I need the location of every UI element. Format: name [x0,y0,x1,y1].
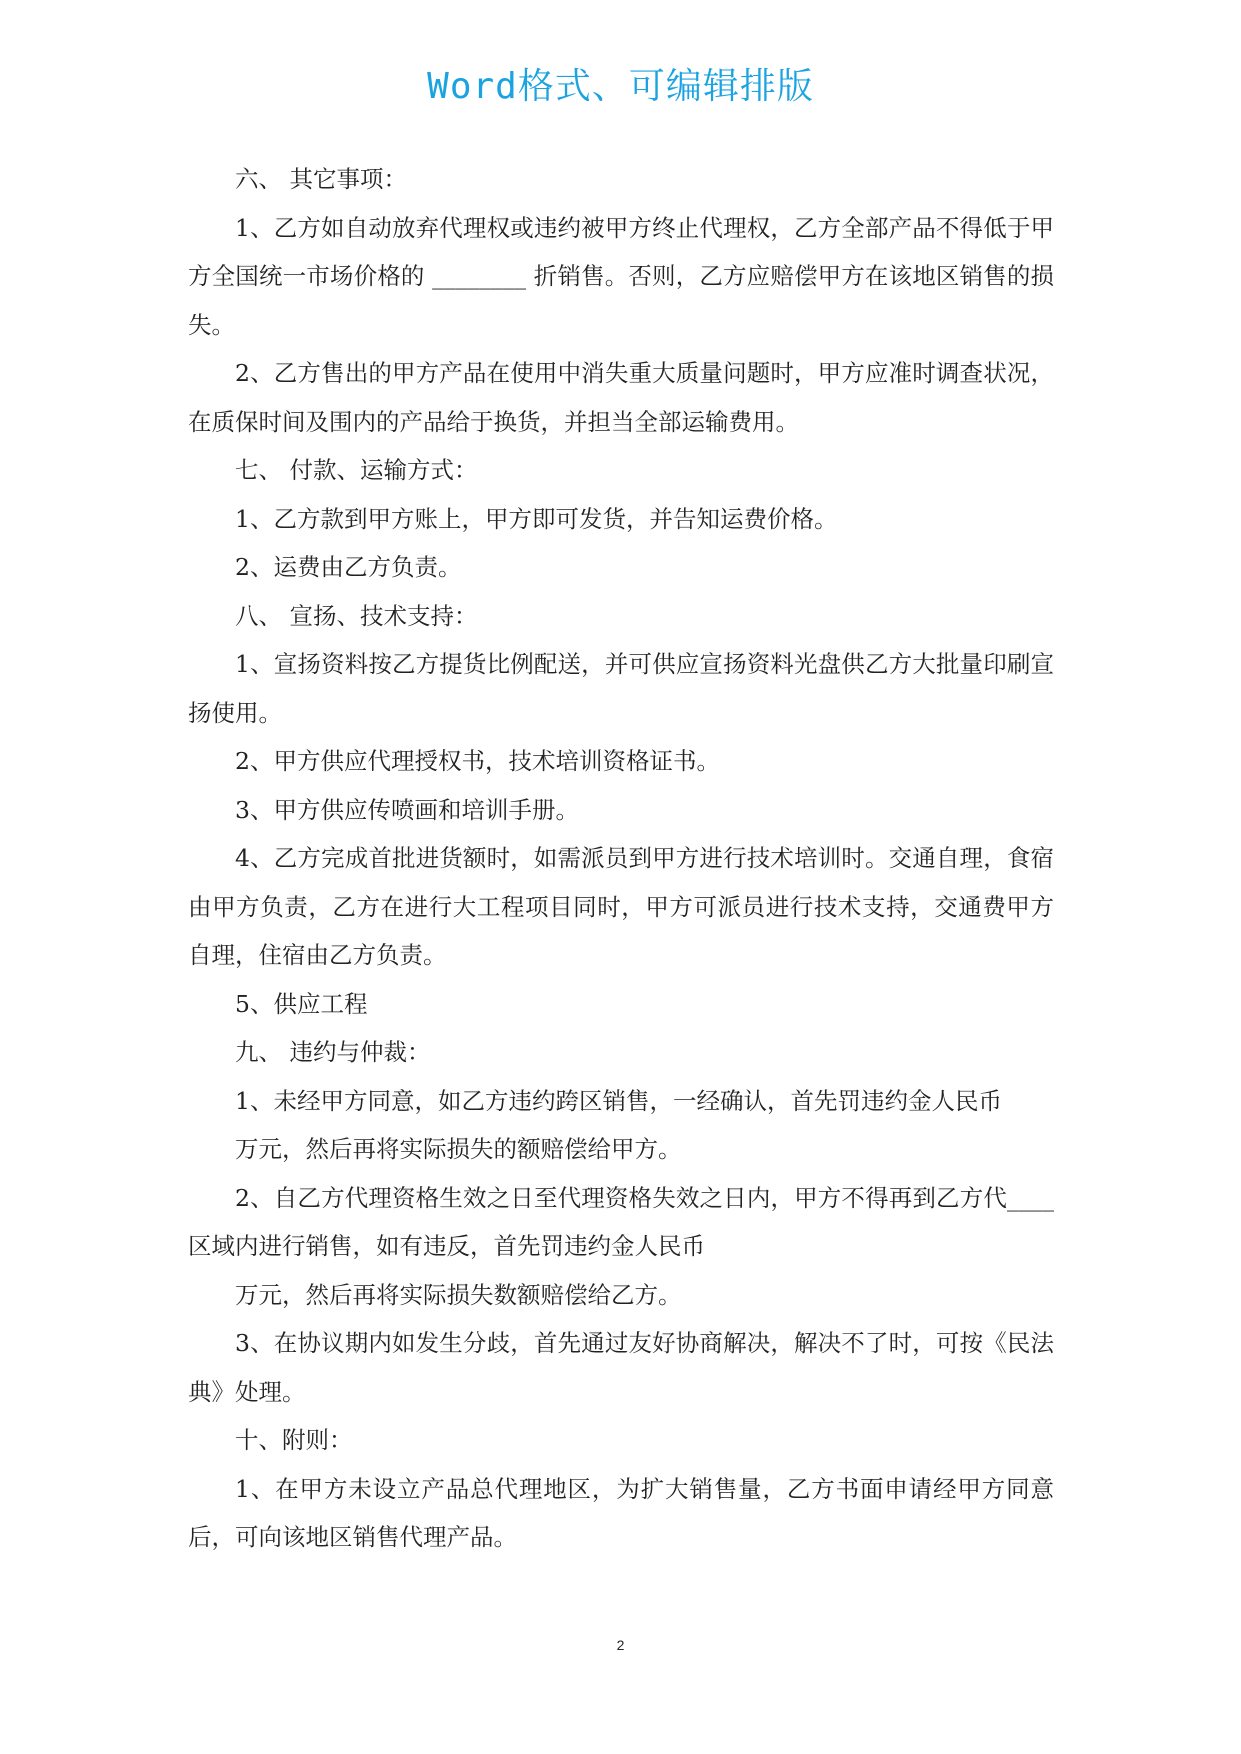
paragraph-7-1: 1、乙方款到甲方账上，甲方即可发货，并告知运费价格。 [235,504,838,533]
section-heading-10: 十、附则： [235,1426,353,1454]
section-heading-7: 七、 付款、运输方式： [235,456,478,484]
paragraph-8-3: 3、甲方供应传喷画和培训手册。 [235,795,579,824]
paragraph-9-3: 3、在协议期内如发生分歧，首先通过友好协商解决，解决不了时，可按《民法典》处理。 [188,1329,1054,1406]
document-body [188,155,1054,1562]
paragraph-6-2: 2、乙方售出的甲方产品在使用中消失重大质量问题时，甲方应准时调查状况，在质保时间及围内的产品给于换货，并担当全部运输费用。 [188,359,1054,436]
section-heading-9: 九、 违约与仲裁： [235,1038,431,1066]
page-number: 2 [616,1637,625,1653]
paragraph-7-2: 2、运费由乙方负责。 [235,553,462,581]
paragraph-10-1: 1、在甲方未设立产品总代理地区，为扩大销售量，乙方书面申请经甲方同意后，可向该地区销售代理产品。 [188,1474,1054,1551]
document-header-title: Word格式、可编辑排版 [427,66,814,107]
section-heading-8: 八、 宣扬、技术支持： [235,601,478,630]
paragraph-9-1: 1、未经甲方同意，如乙方违约跨区销售，一经确认，首先罚违约金人民币 [235,1086,1002,1115]
paragraph-6-1: 1、乙方如自动放弃代理权或违约被甲方终止代理权，乙方全部产品不得低于甲方全国统一市场价格的 ________ 折销售。否则，乙方应赔偿甲方在该地区销售的损失。 [188,213,1054,339]
paragraph-8-5: 5、供应工程 [235,989,368,1018]
paragraph-8-1: 1、宣扬资料按乙方提货比例配送，并可供应宣扬资料光盘供乙方大批量印刷宣扬使用。 [188,650,1054,727]
paragraph-8-2: 2、甲方供应代理授权书，技术培训资格证书。 [235,747,720,775]
paragraph-9-1-continued: 万元，然后再将实际损失的额赔偿给甲方。 [235,1135,682,1163]
paragraph-9-2-continued: 万元，然后再将实际损失数额赔偿给乙方。 [235,1280,682,1309]
section-heading-6: 六、 其它事项： [235,165,407,193]
paragraph-8-4: 4、乙方完成首批进货额时，如需派员到甲方进行技术培训时。交通自理，食宿由甲方负责，乙方在进行大工程项目同时，甲方可派员进行技术支持，交通费甲方自理，住宿由乙方负责。 [188,844,1054,969]
paragraph-9-2: 2、自乙方代理资格生效之日至代理资格失效之日内，甲方不得再到乙方代____区域内进行销售，如有违反，首先罚违约金人民币 [188,1183,1054,1260]
